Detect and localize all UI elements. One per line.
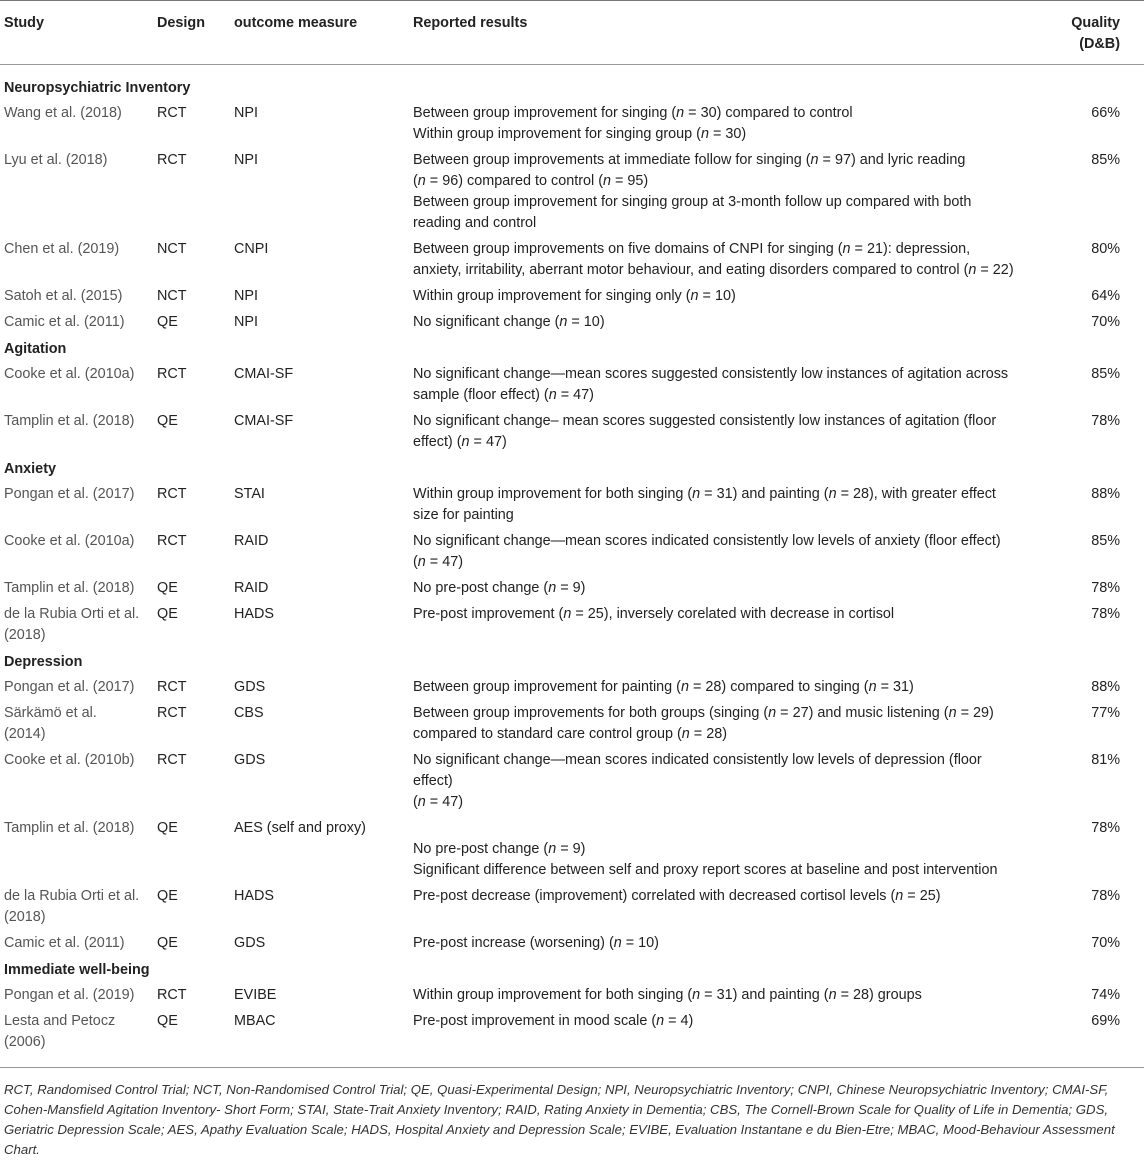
result-text: reading and control: [413, 215, 537, 231]
table-body: [0, 65, 1144, 1068]
results-cell: [409, 816, 1063, 884]
quality-cell: 77%: [1091, 705, 1120, 721]
study-name: Cooke et al. (2010b): [4, 752, 135, 768]
result-text: = 30): [708, 126, 747, 142]
result-line: [413, 484, 1063, 505]
section-row: [0, 649, 1144, 675]
result-text: = 9): [556, 841, 586, 857]
result-line: [413, 839, 1063, 860]
result-text: Within group improvement for both singing (: [413, 987, 693, 1003]
study-cell: [0, 1009, 153, 1068]
result-text: = 28) compared to singing (: [689, 679, 869, 695]
section-heading: Agitation: [4, 341, 67, 357]
result-text: = 47): [425, 794, 464, 810]
result-text: No significant change—mean scores indicated consistently low levels of depression (floor: [413, 752, 982, 768]
table-row: [0, 310, 1144, 336]
result-text: Pre-post increase (worsening) (: [413, 935, 614, 951]
result-line: [413, 432, 1063, 453]
results-cell: [409, 148, 1063, 237]
study-cell: [0, 602, 153, 649]
result-line: [413, 385, 1063, 406]
results-cell: [409, 237, 1063, 284]
study-name: (2018): [4, 909, 46, 925]
sample-size-symbol: n: [810, 152, 819, 168]
result-line: [413, 171, 1063, 192]
table-row: [0, 284, 1144, 310]
result-text: = 9): [556, 580, 586, 596]
outcome-cell: HADS: [234, 606, 274, 622]
result-line: [413, 703, 1063, 724]
study-name: Pongan et al. (2017): [4, 486, 135, 502]
result-line: [413, 724, 1063, 745]
result-line: [413, 604, 1063, 625]
outcome-cell: CMAI-SF: [234, 413, 294, 429]
result-text: = 31): [876, 679, 914, 695]
result-line: [413, 860, 1063, 881]
results-cell: [409, 284, 1063, 310]
quality-cell: 70%: [1091, 314, 1120, 330]
result-line: [413, 771, 1063, 792]
result-text: No significant change– mean scores suggested consistently low instances of agitation (floor: [413, 413, 997, 429]
result-line: [413, 286, 1063, 307]
sample-size-symbol: n: [559, 314, 568, 330]
table-row: [0, 1009, 1144, 1068]
design-cell: RCT: [157, 105, 187, 121]
result-text: = 21): depression,: [850, 241, 971, 257]
study-name: Cooke et al. (2010a): [4, 533, 135, 549]
outcome-cell: RAID: [234, 580, 269, 596]
results-cell: [409, 482, 1063, 529]
study-name: (2018): [4, 627, 46, 643]
result-line: [413, 505, 1063, 526]
result-text: = 25): [903, 888, 941, 904]
design-cell: RCT: [157, 152, 187, 168]
result-text: No significant change—mean scores indicated consistently low levels of anxiety (floor effect): [413, 533, 1001, 549]
design-cell: NCT: [157, 288, 187, 304]
outcome-cell: HADS: [234, 888, 274, 904]
sample-size-symbol: n: [681, 726, 690, 742]
quality-cell: 78%: [1091, 820, 1120, 836]
design-cell: RCT: [157, 486, 187, 502]
quality-cell: 85%: [1091, 533, 1120, 549]
result-line: [413, 260, 1063, 281]
study-name: de la Rubia Orti et al.: [4, 606, 140, 622]
design-cell: NCT: [157, 241, 187, 257]
result-text: = 31) and painting (: [700, 987, 829, 1003]
sample-size-symbol: n: [690, 288, 699, 304]
sample-size-symbol: n: [461, 434, 470, 450]
result-text: Between group improvements at immediate follow for singing (: [413, 152, 811, 168]
sample-size-symbol: n: [548, 841, 557, 857]
result-line: [413, 578, 1063, 599]
section-heading: Depression: [4, 654, 83, 670]
study-cell: [0, 101, 153, 148]
section-heading: Neuropsychiatric Inventory: [4, 80, 191, 96]
study-cell: [0, 748, 153, 816]
result-line: [413, 552, 1063, 573]
results-cell: [409, 884, 1063, 931]
outcome-cell: NPI: [234, 105, 258, 121]
study-name: Tamplin et al. (2018): [4, 580, 135, 596]
result-text: Pre-post improvement (: [413, 606, 564, 622]
result-text: = 29): [956, 705, 994, 721]
study-name: Lesta and Petocz: [4, 1013, 116, 1029]
outcome-cell: CBS: [234, 705, 264, 721]
sample-size-symbol: n: [768, 705, 777, 721]
outcome-cell: CNPI: [234, 241, 269, 257]
quality-cell: 78%: [1091, 888, 1120, 904]
table-row: [0, 237, 1144, 284]
result-text: No significant change—mean scores suggested consistently low instances of agitation across: [413, 366, 1009, 382]
results-cell: [409, 748, 1063, 816]
quality-cell: 85%: [1091, 152, 1120, 168]
header-quality-line2: (D&B): [1079, 36, 1120, 52]
design-cell: RCT: [157, 752, 187, 768]
header-row: [0, 1, 1144, 65]
section-row: [0, 336, 1144, 362]
results-cell: [409, 931, 1063, 957]
outcome-cell: MBAC: [234, 1013, 276, 1029]
result-line: [413, 792, 1063, 813]
section-row: [0, 957, 1144, 983]
result-text: = 22): [976, 262, 1014, 278]
design-cell: RCT: [157, 679, 187, 695]
result-text: = 95): [611, 173, 649, 189]
design-cell: QE: [157, 888, 178, 904]
study-name: Camic et al. (2011): [4, 314, 125, 330]
results-cell: [409, 310, 1063, 336]
sample-size-symbol: n: [676, 105, 685, 121]
result-line: [413, 1011, 1063, 1032]
sample-size-symbol: n: [895, 888, 904, 904]
result-text: No significant change (: [413, 314, 560, 330]
header-design: Design: [157, 15, 205, 31]
results-cell: [409, 101, 1063, 148]
study-cell: [0, 237, 153, 284]
result-text: = 4): [664, 1013, 694, 1029]
section-row: [0, 456, 1144, 482]
result-line: [413, 750, 1063, 771]
table-row: [0, 148, 1144, 237]
result-text: compared to standard care control group (: [413, 726, 682, 742]
result-line: [413, 150, 1063, 171]
table-row: [0, 529, 1144, 576]
table-row: [0, 983, 1144, 1009]
sample-size-symbol: n: [680, 679, 689, 695]
result-text: = 10): [621, 935, 659, 951]
sample-size-symbol: n: [548, 387, 557, 403]
result-text: = 96) compared to control (: [425, 173, 603, 189]
sample-size-symbol: n: [692, 987, 701, 1003]
table-row: [0, 748, 1144, 816]
result-text: = 10): [567, 314, 605, 330]
design-cell: QE: [157, 580, 178, 596]
table-row: [0, 884, 1144, 931]
quality-cell: 74%: [1091, 987, 1120, 1003]
outcome-cell: GDS: [234, 679, 266, 695]
study-name: Pongan et al. (2017): [4, 679, 135, 695]
table-header: [0, 1, 1144, 65]
table-row: [0, 675, 1144, 701]
result-text: = 31) and painting (: [700, 486, 829, 502]
sample-size-symbol: n: [417, 794, 426, 810]
result-text: = 30) compared to control: [684, 105, 853, 121]
result-text: = 97) and lyric reading: [818, 152, 966, 168]
table-row: [0, 931, 1144, 957]
quality-cell: 78%: [1091, 606, 1120, 622]
study-cell: [0, 148, 153, 237]
study-cell: [0, 816, 153, 884]
table-row: [0, 101, 1144, 148]
result-text: (: [413, 554, 418, 570]
study-cell: [0, 675, 153, 701]
result-text: = 28) groups: [836, 987, 922, 1003]
result-text: Pre-post decrease (improvement) correlated with decreased cortisol levels (: [413, 888, 896, 904]
results-cell: [409, 701, 1063, 748]
outcome-cell: GDS: [234, 935, 266, 951]
results-cell: [409, 576, 1063, 602]
study-cell: [0, 310, 153, 336]
result-line: [413, 364, 1063, 385]
result-text: Between group improvement for singing group at 3-month follow up compared with both: [413, 194, 972, 210]
design-cell: QE: [157, 314, 178, 330]
result-line: [413, 103, 1063, 124]
quality-cell: 70%: [1091, 935, 1120, 951]
sample-size-symbol: n: [417, 173, 426, 189]
design-cell: RCT: [157, 705, 187, 721]
result-text: = 47): [469, 434, 507, 450]
result-line: [413, 985, 1063, 1006]
results-cell: [409, 675, 1063, 701]
result-line: [413, 677, 1063, 698]
sample-size-symbol: n: [613, 935, 622, 951]
result-text: = 47): [556, 387, 594, 403]
study-name: (2014): [4, 726, 46, 742]
outcome-cell: RAID: [234, 533, 269, 549]
design-cell: QE: [157, 820, 178, 836]
study-name: Satoh et al. (2015): [4, 288, 123, 304]
sample-size-symbol: n: [700, 126, 709, 142]
quality-cell: 69%: [1091, 1013, 1120, 1029]
result-text: = 10): [698, 288, 736, 304]
study-cell: [0, 529, 153, 576]
result-line: [413, 192, 1063, 213]
study-name: Chen et al. (2019): [4, 241, 120, 257]
table-row: [0, 362, 1144, 409]
outcome-cell: EVIBE: [234, 987, 277, 1003]
result-line: [413, 239, 1063, 260]
header-quality: [1063, 1, 1144, 65]
study-cell: [0, 884, 153, 931]
result-text: Pre-post improvement in mood scale (: [413, 1013, 657, 1029]
sample-size-symbol: n: [948, 705, 957, 721]
result-text: Within group improvement for singing group (: [413, 126, 701, 142]
results-cell: [409, 529, 1063, 576]
result-text: Within group improvement for both singing (: [413, 486, 693, 502]
sample-size-symbol: n: [656, 1013, 665, 1029]
result-text: Between group improvements on five domains of CNPI for singing (: [413, 241, 843, 257]
study-name: de la Rubia Orti et al.: [4, 888, 140, 904]
header-study: Study: [4, 15, 44, 31]
quality-cell: 64%: [1091, 288, 1120, 304]
sample-size-symbol: n: [417, 554, 426, 570]
result-text: (: [413, 173, 418, 189]
outcome-cell: NPI: [234, 152, 258, 168]
quality-cell: 66%: [1091, 105, 1120, 121]
design-cell: QE: [157, 1013, 178, 1029]
study-name: Tamplin et al. (2018): [4, 820, 135, 836]
result-text: = 47): [425, 554, 464, 570]
result-text: = 27) and music listening (: [776, 705, 949, 721]
sample-size-symbol: n: [548, 580, 557, 596]
study-name: Lyu et al. (2018): [4, 152, 108, 168]
result-text: anxiety, irritability, aberrant motor behaviour, and eating disorders compared to control (: [413, 262, 969, 278]
quality-cell: 78%: [1091, 413, 1120, 429]
header-outcome-measure: outcome measure: [234, 15, 358, 31]
result-line: [413, 818, 1063, 839]
sample-size-symbol: n: [692, 486, 701, 502]
outcome-cell: CMAI-SF: [234, 366, 294, 382]
outcome-cell: NPI: [234, 288, 258, 304]
table-row: [0, 816, 1144, 884]
study-name: (2006): [4, 1034, 46, 1050]
study-name: Pongan et al. (2019): [4, 987, 135, 1003]
table-row: [0, 701, 1144, 748]
result-text: Between group improvements for both groups (singing (: [413, 705, 769, 721]
quality-cell: 80%: [1091, 241, 1120, 257]
quality-cell: 78%: [1091, 580, 1120, 596]
outcome-cell: STAI: [234, 486, 265, 502]
results-cell: [409, 409, 1063, 456]
sample-size-symbol: n: [563, 606, 572, 622]
result-line: [413, 933, 1063, 954]
outcome-cell: NPI: [234, 314, 258, 330]
study-name: Tamplin et al. (2018): [4, 413, 135, 429]
result-text: = 28): [689, 726, 727, 742]
design-cell: QE: [157, 935, 178, 951]
result-text: Significant difference between self and proxy report scores at baseline and post intervention: [413, 862, 998, 878]
results-cell: [409, 983, 1063, 1009]
design-cell: RCT: [157, 533, 187, 549]
study-name: Camic et al. (2011): [4, 935, 125, 951]
study-name: Cooke et al. (2010a): [4, 366, 135, 382]
result-line: [413, 411, 1063, 432]
study-cell: [0, 409, 153, 456]
design-cell: QE: [157, 413, 178, 429]
table-row: [0, 602, 1144, 649]
quality-cell: 81%: [1091, 752, 1120, 768]
result-text: = 28), with greater effect: [836, 486, 996, 502]
study-cell: [0, 284, 153, 310]
quality-cell: 85%: [1091, 366, 1120, 382]
sample-size-symbol: n: [602, 173, 611, 189]
result-text: effect) (: [413, 434, 462, 450]
sample-size-symbol: n: [842, 241, 851, 257]
design-cell: RCT: [157, 366, 187, 382]
result-text: effect): [413, 773, 453, 789]
outcome-cell: AES (self and proxy): [234, 820, 366, 836]
design-cell: RCT: [157, 987, 187, 1003]
study-cell: [0, 576, 153, 602]
result-text: = 25), inversely corelated with decrease in cortisol: [571, 606, 895, 622]
quality-cell: 88%: [1091, 486, 1120, 502]
result-text: size for painting: [413, 507, 514, 523]
result-text: (: [413, 794, 418, 810]
result-line: [413, 124, 1063, 145]
table-row: [0, 482, 1144, 529]
design-cell: QE: [157, 606, 178, 622]
result-text: Within group improvement for singing only (: [413, 288, 691, 304]
study-cell: [0, 701, 153, 748]
sample-size-symbol: n: [868, 679, 877, 695]
header-quality-line1: Quality: [1071, 15, 1120, 31]
outcome-cell: GDS: [234, 752, 266, 768]
result-line: [413, 312, 1063, 333]
table-footnote: RCT, Randomised Control Trial; NCT, Non-Randomised Control Trial; QE, Quasi-Experimental Design; NPI, Neuropsychiatric Inventory; CNPI, Chinese Neuropsychiatric Inventory; CMAI-SF, Cohen-Mansfield Agitation Inventory- Short Form; STAI, State-Trait Anxiety Inventory; RAID, Rating Anxiety in Dementia; CBS, The Cornell-Brown Scale for Quality of Life in Dementia; GDS, Geriatric Depression Scale; AES, Apathy Evaluation Scale; HADS, Hospital Anxiety and Depression Scale; EVIBE, Evaluation Instantane e du Bien-Etre; MBAC, Mood-Behaviour Assessment Chart.: [4, 1082, 1115, 1157]
result-text: sample (floor effect) (: [413, 387, 549, 403]
study-cell: [0, 931, 153, 957]
result-line: [413, 213, 1063, 234]
study-name: Wang et al. (2018): [4, 105, 122, 121]
result-text: Between group improvement for singing (: [413, 105, 677, 121]
sample-size-symbol: n: [828, 486, 837, 502]
results-cell: [409, 602, 1063, 649]
results-cell: [409, 1009, 1063, 1068]
result-text: Between group improvement for painting (: [413, 679, 681, 695]
section-heading: Anxiety: [4, 461, 56, 477]
result-text: No pre-post change (: [413, 580, 549, 596]
sample-size-symbol: n: [968, 262, 977, 278]
section-heading: Immediate well-being: [4, 962, 150, 978]
quality-cell: 88%: [1091, 679, 1120, 695]
result-line: [413, 531, 1063, 552]
results-cell: [409, 362, 1063, 409]
study-cell: [0, 362, 153, 409]
result-text: No pre-post change (: [413, 841, 549, 857]
section-row: [0, 65, 1144, 102]
result-line: [413, 886, 1063, 907]
study-name: Särkämö et al.: [4, 705, 97, 721]
study-cell: [0, 983, 153, 1009]
table-row: [0, 576, 1144, 602]
study-cell: [0, 482, 153, 529]
header-reported-results: Reported results: [413, 15, 528, 31]
sample-size-symbol: n: [828, 987, 837, 1003]
table-row: [0, 409, 1144, 456]
